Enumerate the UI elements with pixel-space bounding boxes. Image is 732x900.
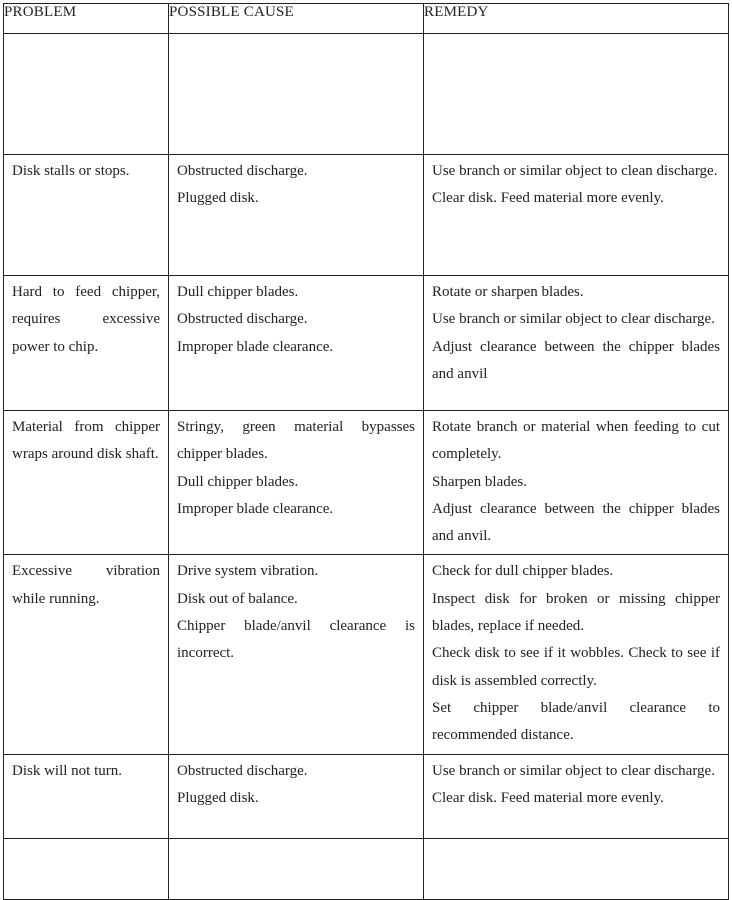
- remedy-cell: [424, 155, 729, 276]
- cause-item: Obstructed discharge.: [177, 163, 308, 179]
- table-row: [4, 276, 729, 411]
- cause-item: Dull chipper blades.: [177, 284, 299, 300]
- cause-item: Drive system vibration.: [177, 563, 319, 580]
- problem-cell: [4, 754, 169, 838]
- remedy-item: Check disk to see if it wobbles. Check to see if disk is assembled correctly.: [432, 645, 720, 689]
- empty-row: [4, 34, 729, 155]
- remedy-item: Adjust clearance between the chipper blades and anvil.: [432, 500, 720, 545]
- problem-cell: [4, 411, 169, 555]
- remedy-cell: [424, 555, 729, 754]
- remedy-item: Use branch or similar object to clear discharge.: [432, 311, 715, 328]
- problem-cell: [4, 155, 169, 276]
- table-row: [4, 411, 729, 555]
- empty-cell: [169, 838, 424, 899]
- remedy-item: Sharpen blades.: [432, 473, 527, 490]
- empty-cell: [424, 838, 729, 899]
- cause-item: Dull chipper blades.: [177, 473, 299, 490]
- cause-item: Improper blade clearance.: [177, 338, 334, 355]
- empty-cell: [169, 34, 424, 155]
- cause-item: Improper blade clearance.: [177, 500, 334, 517]
- problem-text: Material from chipper wraps around disk shaft.: [12, 419, 160, 463]
- remedy-item: Check for dull chipper blades.: [432, 563, 614, 580]
- cause-item: Stringy, green material bypasses chipper blades.: [177, 419, 415, 463]
- remedy-item: Set chipper blade/anvil clearance to recommended distance.: [432, 699, 720, 744]
- problem-text: Disk will not turn.: [12, 762, 123, 779]
- table-row: [4, 754, 729, 838]
- remedy-item: Adjust clearance between the chipper blades and anvil: [432, 338, 720, 382]
- cause-cell: [169, 155, 424, 276]
- problem-text: Disk stalls or stops.: [12, 163, 130, 179]
- cause-cell: [169, 754, 424, 838]
- cause-item: Obstructed discharge.: [177, 311, 308, 328]
- troubleshooting-table: [3, 3, 729, 900]
- cause-cell: [169, 276, 424, 411]
- header-problem: PROBLEM: [4, 4, 169, 34]
- remedy-item: Clear disk. Feed material more evenly.: [432, 789, 664, 806]
- cause-cell: [169, 555, 424, 754]
- remedy-cell: [424, 411, 729, 555]
- empty-cell: [4, 838, 169, 899]
- remedy-cell: [424, 754, 729, 838]
- table-row: [4, 155, 729, 276]
- cause-item: Plugged disk.: [177, 190, 259, 207]
- remedy-item: Clear disk. Feed material more evenly.: [432, 190, 664, 207]
- empty-cell: [4, 34, 169, 155]
- remedy-item: Use branch or similar object to clear discharge.: [432, 762, 715, 779]
- cause-item: Disk out of balance.: [177, 590, 298, 607]
- remedy-item: Rotate branch or material when feeding to cut completely.: [432, 419, 720, 463]
- header-possible-cause: POSSIBLE CAUSE: [169, 4, 424, 34]
- problem-text: Excessive vibration while running.: [12, 563, 160, 607]
- cause-cell: [169, 411, 424, 555]
- empty-cell: [424, 34, 729, 155]
- remedy-cell: [424, 276, 729, 411]
- problem-cell: [4, 276, 169, 411]
- table-header-row: [4, 4, 729, 34]
- cause-item: Chipper blade/anvil clearance is incorrect.: [177, 618, 415, 662]
- table-row: [4, 555, 729, 754]
- problem-text: Hard to feed chipper, requires excessive power to chip.: [12, 284, 160, 355]
- header-remedy: REMEDY: [424, 4, 729, 34]
- problem-cell: [4, 555, 169, 754]
- remedy-item: Rotate or sharpen blades.: [432, 284, 584, 300]
- remedy-item: Inspect disk for broken or missing chipper blades, replace if needed.: [432, 590, 720, 635]
- cause-item: Plugged disk.: [177, 789, 259, 806]
- remedy-item: Use branch or similar object to clean discharge.: [432, 163, 718, 179]
- empty-row: [4, 838, 729, 899]
- troubleshooting-document: [3, 3, 728, 900]
- cause-item: Obstructed discharge.: [177, 762, 308, 779]
